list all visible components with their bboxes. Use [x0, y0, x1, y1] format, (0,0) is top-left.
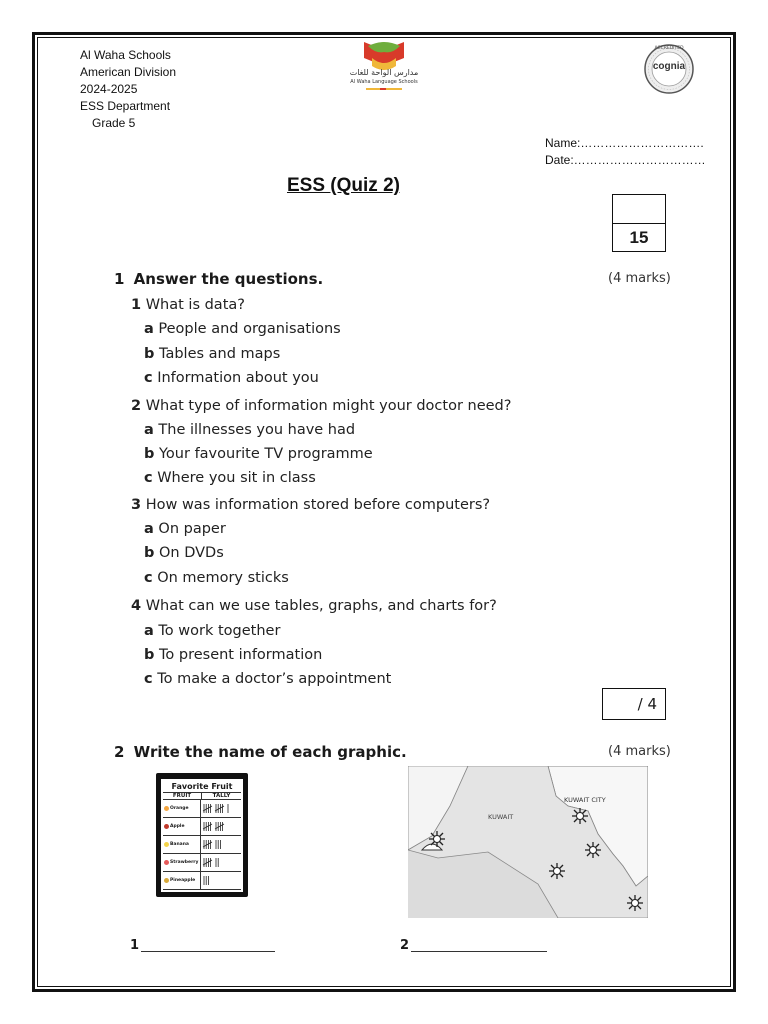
page-title: ESS (Quiz 2) — [287, 175, 400, 196]
accreditation-badge — [638, 43, 700, 95]
answer-2-number: 2 — [400, 938, 410, 953]
tally-row — [163, 854, 241, 872]
question-number: 2 — [131, 398, 142, 414]
option-4c[interactable] — [144, 671, 391, 687]
tally-row — [163, 818, 241, 836]
tally-fruit-cell — [163, 854, 201, 871]
option-4b[interactable] — [144, 647, 322, 663]
option-letter: a — [144, 422, 154, 438]
score-blank — [613, 195, 665, 224]
option-2a[interactable] — [144, 422, 355, 438]
logo-arabic-text: مدارس الواحة للغات — [349, 68, 419, 77]
map-marker-icon — [428, 830, 446, 848]
map-label-country: KUWAIT — [488, 813, 514, 821]
option-letter: b — [144, 446, 155, 462]
tally-fruit-label: Strawberry — [170, 860, 199, 865]
tally-row — [163, 800, 241, 818]
tally-marks — [201, 818, 241, 834]
kuwait-map-graphic — [408, 766, 648, 918]
option-1c[interactable] — [144, 370, 319, 386]
tally-marks-cell — [201, 854, 241, 871]
question-number: 3 — [131, 497, 142, 513]
map-marker-icon — [571, 807, 589, 825]
option-2b[interactable] — [144, 446, 373, 462]
grade: Grade 5 — [92, 116, 136, 130]
option-text: Your favourite TV programme — [159, 446, 373, 462]
fruit-icon — [164, 860, 169, 865]
year: 2024-2025 — [80, 82, 138, 96]
option-letter: a — [144, 521, 154, 537]
option-text: On memory sticks — [157, 570, 289, 586]
tally-col-tally: TALLY — [212, 793, 231, 799]
division: American Division — [80, 65, 177, 79]
option-text: Information about you — [157, 370, 319, 386]
question-text: What type of information might your doctor need? — [145, 398, 512, 414]
section1-marks: (4 marks) — [608, 271, 671, 286]
section2-marks: (4 marks) — [608, 744, 671, 759]
name-field[interactable]: Name:…………………………. — [545, 136, 704, 150]
section1-score-box: / 4 — [602, 688, 666, 720]
badge-accredited-text: ACCREDITED — [654, 46, 684, 51]
logo-english-text: Al Waha Language Schools — [350, 79, 418, 85]
tally-marks — [201, 872, 241, 888]
tally-marks — [201, 836, 241, 852]
option-letter: b — [144, 545, 155, 561]
fruit-icon — [164, 878, 169, 883]
answer-2-line[interactable] — [411, 951, 547, 952]
tally-marks-cell — [201, 872, 241, 889]
option-text: On DVDs — [159, 545, 224, 561]
fruit-icon — [164, 842, 169, 847]
department: ESS Department — [80, 99, 171, 113]
section1-number: 1 — [114, 270, 125, 288]
tally-board — [161, 779, 243, 892]
map-marker-icon — [548, 862, 566, 880]
question-text: How was information stored before computers? — [145, 497, 491, 513]
option-3c[interactable] — [144, 570, 289, 586]
question-2 — [131, 398, 511, 414]
question-number: 4 — [131, 598, 142, 614]
answer-1-line[interactable] — [141, 951, 275, 952]
tally-fruit-label: Apple — [170, 824, 185, 829]
question-number: 1 — [131, 297, 142, 313]
tally-marks-cell — [201, 836, 241, 853]
option-letter: c — [144, 370, 153, 386]
tally-chart-graphic — [156, 773, 248, 897]
tally-fruit-label: Banana — [170, 842, 189, 847]
tally-fruit-label: Pineapple — [170, 878, 196, 883]
tally-fruit-cell — [163, 818, 201, 835]
fruit-icon — [164, 806, 169, 811]
tally-fruit-cell — [163, 800, 201, 817]
question-text: What can we use tables, graphs, and charts for? — [145, 598, 497, 614]
option-letter: c — [144, 671, 153, 687]
option-letter: b — [144, 346, 155, 362]
option-letter: c — [144, 470, 153, 486]
option-letter: b — [144, 647, 155, 663]
option-text: The illnesses you have had — [158, 422, 356, 438]
tally-fruit-label: Orange — [170, 806, 189, 811]
badge-name: cognia — [652, 61, 686, 72]
tally-rows — [163, 800, 241, 890]
option-text: To work together — [158, 623, 281, 639]
tally-row — [163, 836, 241, 854]
tally-fruit-cell — [163, 836, 201, 853]
option-text: Where you sit in class — [157, 470, 316, 486]
option-letter: c — [144, 570, 153, 586]
tally-marks — [201, 854, 241, 870]
option-1a[interactable] — [144, 321, 341, 337]
total-score-value: 15 — [629, 228, 649, 247]
option-4a[interactable] — [144, 623, 280, 639]
option-text: Tables and maps — [159, 346, 281, 362]
option-3b[interactable] — [144, 545, 224, 561]
option-text: On paper — [158, 521, 226, 537]
question-1 — [131, 297, 245, 313]
question-3 — [131, 497, 490, 513]
school-name: Al Waha Schools — [80, 48, 171, 62]
map-marker-icon — [584, 841, 602, 859]
map-label-city: KUWAIT CITY — [564, 796, 606, 804]
tally-marks-cell — [201, 818, 241, 835]
tally-title: Favorite Fruit — [171, 782, 233, 791]
option-text: To present information — [159, 647, 323, 663]
school-logo — [340, 36, 428, 94]
option-2c[interactable] — [144, 470, 316, 486]
section2-title: Write the name of each graphic. — [133, 743, 407, 761]
question-text: What is data? — [145, 297, 245, 313]
tally-row — [163, 872, 241, 890]
total-score-box — [612, 194, 666, 252]
option-text: To make a doctor’s appointment — [157, 671, 392, 687]
section2-heading — [114, 743, 407, 761]
school-info — [80, 47, 176, 132]
date-field[interactable]: Date:…………………………… — [545, 153, 706, 167]
option-text: People and organisations — [158, 321, 341, 337]
tally-header-row — [163, 792, 241, 800]
tally-marks-cell — [201, 800, 241, 817]
tally-col-fruit: FRUIT — [163, 793, 202, 799]
section1-title: Answer the questions. — [133, 270, 324, 288]
question-4 — [131, 598, 497, 614]
fruit-icon — [164, 824, 169, 829]
answer-1-number: 1 — [130, 938, 140, 953]
tally-marks — [201, 800, 241, 816]
option-3a[interactable] — [144, 521, 226, 537]
option-letter: a — [144, 623, 154, 639]
tally-fruit-cell — [163, 872, 201, 889]
option-letter: a — [144, 321, 154, 337]
section2-number: 2 — [114, 743, 125, 761]
option-1b[interactable] — [144, 346, 280, 362]
section1-heading — [114, 270, 323, 288]
map-marker-icon — [626, 894, 644, 912]
